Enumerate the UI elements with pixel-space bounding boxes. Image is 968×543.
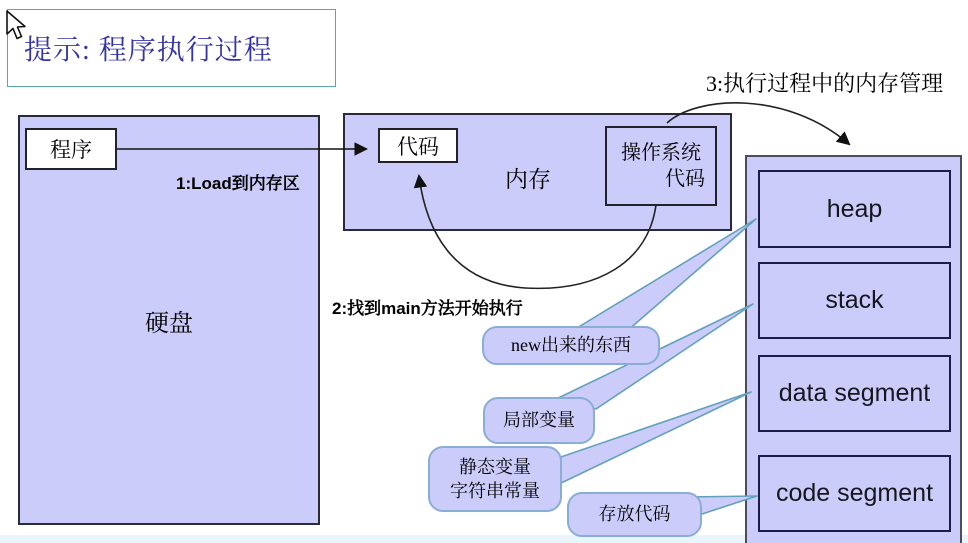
step1-load-label: 1:Load到内存区	[176, 174, 300, 193]
code-label: 代码	[397, 134, 439, 159]
segment-stack-label: stack	[825, 286, 884, 314]
callout-heap-text: new出来的东西	[511, 335, 631, 356]
callout-code-segment-bubble	[567, 492, 702, 537]
segment-heap-label: heap	[826, 194, 883, 223]
memory-management-curve-arrow	[667, 103, 849, 144]
callout-stack-bubble	[483, 397, 595, 444]
os-code-label-line2: 代码	[665, 168, 705, 190]
callout-heap-bubble	[482, 326, 660, 365]
step3-memory-management-label: 3:执行过程中的内存管理	[706, 71, 944, 96]
callout-tail-heap	[572, 219, 756, 331]
memory-label: 内存	[505, 167, 551, 192]
segment-data-label: data segment	[778, 379, 931, 407]
callout-stack-text: 局部变量	[503, 410, 575, 431]
os-code-label-line1: 操作系统	[621, 142, 701, 164]
program-label: 程序	[50, 138, 92, 162]
segment-code-label: code segment	[775, 479, 934, 507]
step2-main-label: 2:找到main方法开始执行	[332, 299, 523, 318]
hard-disk-label: 硬盘	[145, 310, 193, 337]
find-main-curve-arrow	[419, 176, 656, 288]
callout-data-segment-text-line2: 字符串常量	[450, 481, 540, 501]
callout-data-segment-bubble	[428, 446, 562, 512]
mouse-cursor-icon	[4, 10, 30, 42]
page-title: 提示: 程序执行过程	[24, 35, 273, 66]
callout-code-segment-text: 存放代码	[598, 504, 671, 525]
callout-data-segment-text-line1: 静态变量	[459, 456, 531, 477]
